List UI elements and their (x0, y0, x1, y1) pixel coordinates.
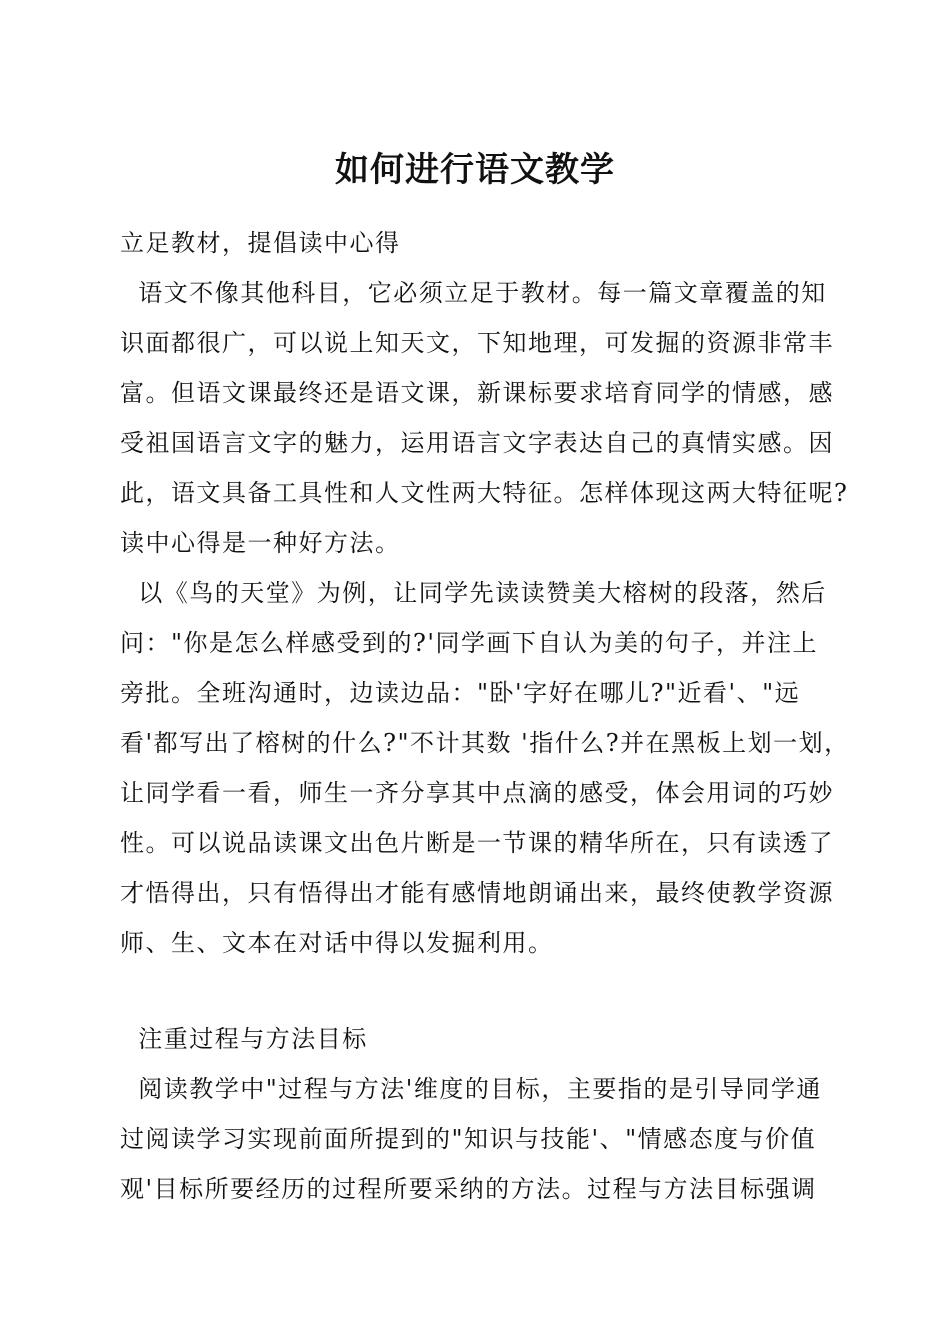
paragraph-line: 读中心得是一种好方法。 (120, 529, 401, 557)
paragraph-line: 问："你是怎么样感受到的?'同学画下自认为美的句子，并注上 (120, 629, 819, 657)
paragraph-line: 语文不像其他科目，它必须立足于教材。每一篇文章覆盖的知 (120, 279, 827, 307)
paragraph-line: 过阅读学习实现前面所提到的"知识与技能'、"情感态度与价值 (120, 1125, 817, 1153)
paragraph-line: 识面都很广，可以说上知天文，下知地理，可发掘的资源非常丰 (120, 329, 834, 357)
section-1 (120, 218, 850, 968)
section-heading: 立足教材，提倡读中心得 (120, 229, 401, 257)
paragraph-line: 才悟得出，只有悟得出才能有感情地朗诵出来，最终使教学资源 (120, 879, 834, 907)
paragraph (120, 268, 849, 568)
paragraph-line: 富。但语文课最终还是语文课，新课标要求培育同学的情感，感 (120, 379, 834, 407)
paragraph-line: 性。可以说品读课文出色片断是一节课的精华所在，只有读透了 (120, 829, 834, 857)
paragraph-line: 旁批。全班沟通时，边读边品："卧'字好在哪儿?"近看'、"远 (120, 679, 801, 707)
section-heading: 注重过程与方法目标 (120, 1025, 368, 1053)
paragraph (120, 1064, 836, 1214)
paragraph-line: 让同学看一看，师生一齐分享其中点滴的感受，体会用词的巧妙 (120, 779, 834, 807)
paragraph-line: 师、生、文本在对话中得以发掘利用。 (120, 929, 554, 957)
paragraph-line: 观'目标所要经历的过程所要采纳的方法。过程与方法目标强调 (120, 1175, 817, 1203)
document-title: 如何进行语文教学 (335, 150, 615, 190)
section-2 (120, 1014, 836, 1214)
paragraph-line: 以《鸟的天堂》为例，让同学先读读赞美大榕树的段落，然后 (120, 579, 827, 607)
paragraph-line: 此，语文具备工具性和人文性两大特征。怎样体现这两大特征呢? (120, 479, 849, 507)
paragraph (120, 568, 850, 968)
paragraph-line: 看'都写出了榕树的什么?"不计其数 '指什么?并在黑板上划一划， (120, 729, 850, 757)
paragraph-line: 受祖国语言文字的魅力，运用语言文字表达自己的真情实感。因 (120, 429, 834, 457)
paragraph-line: 阅读教学中"过程与方法'维度的目标，主要指的是引导同学通 (120, 1075, 822, 1103)
